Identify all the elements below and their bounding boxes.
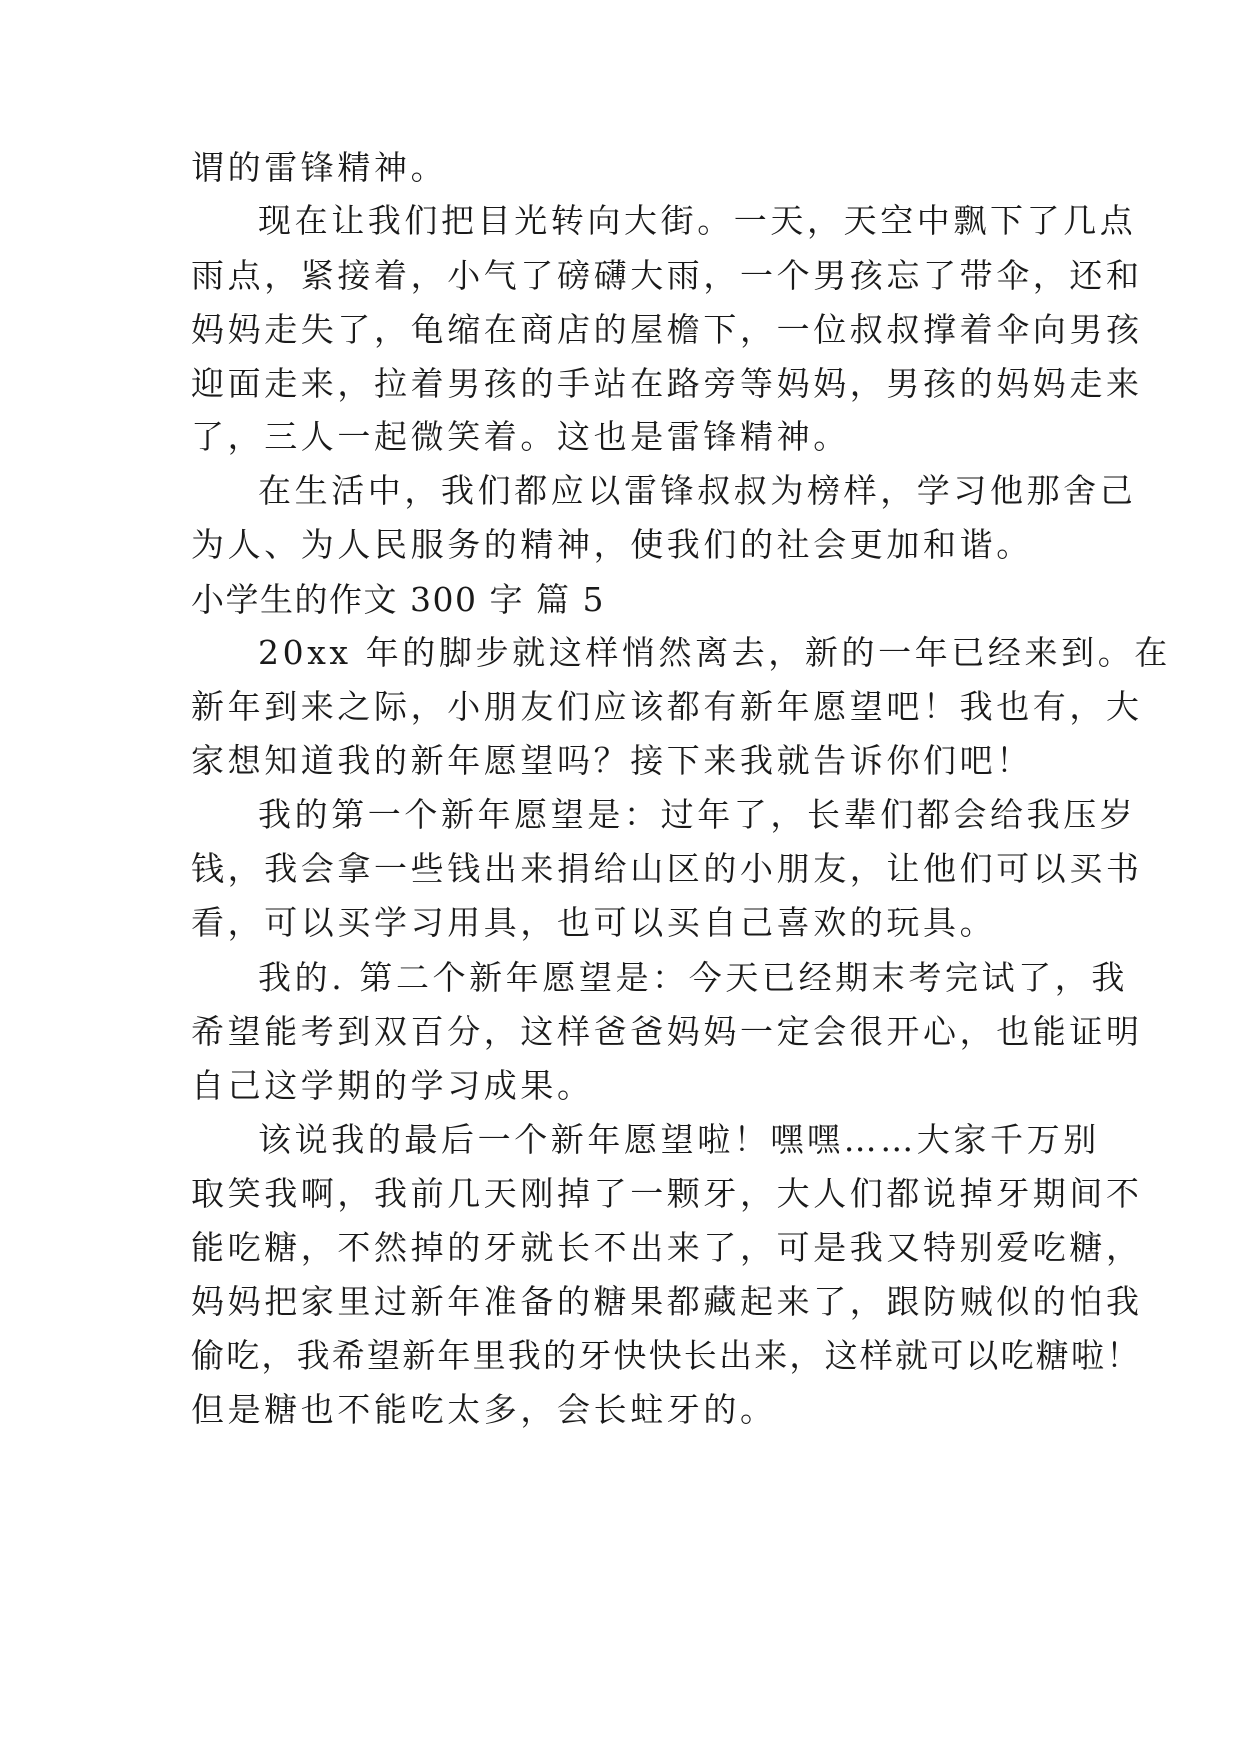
paragraph-first-line: 20xx 年的脚步就这样悄然离去，新的一年已经来到。在	[258, 633, 1171, 672]
text-line: 了，三人一起微笑着。这也是雷锋精神。	[191, 417, 850, 456]
paragraph-first-line: 现在让我们把目光转向大街。一天，天空中飘下了几点	[258, 201, 1137, 240]
text-line: 取笑我啊，我前几天刚掉了一颗牙，大人们都说掉牙期间不	[191, 1174, 1143, 1213]
section-heading: 小学生的作文 300 字 篇 5	[191, 580, 605, 619]
text-line: 新年到来之际，小朋友们应该都有新年愿望吧！我也有，大	[191, 687, 1143, 726]
paragraph-first-line: 我的. 第二个新年愿望是：今天已经期末考完试了，我	[258, 958, 1128, 997]
text-line: 钱，我会拿一些钱出来捐给山区的小朋友，让他们可以买书	[191, 849, 1143, 888]
text-line: 家想知道我的新年愿望吗？接下来我就告诉你们吧！	[191, 741, 1033, 780]
paragraph-first-line: 该说我的最后一个新年愿望啦！嘿嘿……大家千万别	[258, 1120, 1100, 1159]
text-line: 谓的雷锋精神。	[191, 148, 448, 187]
text-line: 但是糖也不能吃太多，会长蛀牙的。	[191, 1390, 777, 1429]
text-line: 偷吃，我希望新年里我的牙快快长出来，这样就可以吃糖啦！	[191, 1336, 1142, 1375]
text-line: 妈妈把家里过新年准备的糖果都藏起来了，跟防贼似的怕我	[191, 1282, 1143, 1321]
text-line: 雨点，紧接着，小气了磅礴大雨，一个男孩忘了带伞，还和	[191, 256, 1143, 295]
text-line: 希望能考到双百分，这样爸爸妈妈一定会很开心，也能证明	[191, 1012, 1143, 1051]
text-line: 能吃糖，不然掉的牙就长不出来了，可是我又特别爱吃糖，	[191, 1228, 1143, 1267]
text-line: 为人、为人民服务的精神，使我们的社会更加和谐。	[191, 525, 1033, 564]
text-line: 看，可以买学习用具，也可以买自己喜欢的玩具。	[191, 903, 997, 942]
text-line: 妈妈走失了，龟缩在商店的屋檐下，一位叔叔撑着伞向男孩	[191, 310, 1143, 349]
text-line: 迎面走来，拉着男孩的手站在路旁等妈妈，男孩的妈妈走来	[191, 364, 1143, 403]
paragraph-first-line: 我的第一个新年愿望是：过年了，长辈们都会给我压岁	[258, 795, 1137, 834]
text-line: 自己这学期的学习成果。	[191, 1066, 594, 1105]
paragraph-first-line: 在生活中，我们都应以雷锋叔叔为榜样，学习他那舍己	[258, 471, 1137, 510]
